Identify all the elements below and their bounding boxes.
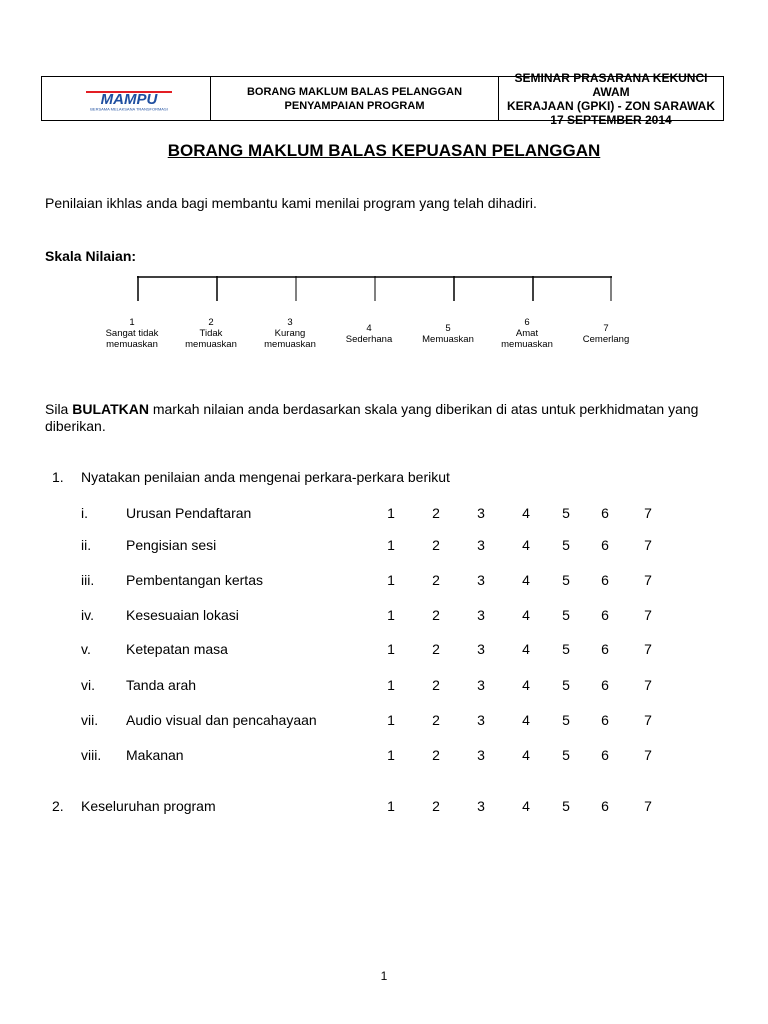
- rating-option[interactable]: 3: [477, 747, 485, 763]
- rating-item-row: [0, 505, 768, 523]
- rating-option[interactable]: 5: [562, 537, 570, 553]
- item-roman: vi.: [81, 677, 95, 693]
- rating-option[interactable]: 7: [644, 677, 652, 693]
- rating-option[interactable]: 2: [432, 798, 440, 814]
- rating-option[interactable]: 6: [601, 712, 609, 728]
- rating-option[interactable]: 4: [522, 677, 530, 693]
- rating-option[interactable]: 1: [387, 607, 395, 623]
- rating-option[interactable]: 7: [644, 572, 652, 588]
- rating-option[interactable]: 5: [562, 677, 570, 693]
- logo-text: MAMPU: [100, 91, 158, 108]
- item-label: Urusan Pendaftaran: [126, 505, 252, 521]
- rating-item-row: [0, 677, 768, 695]
- rating-option[interactable]: 3: [477, 505, 485, 521]
- rating-option[interactable]: 4: [522, 607, 530, 623]
- rating-option[interactable]: 1: [387, 537, 395, 553]
- rating-option[interactable]: 4: [522, 798, 530, 814]
- item-label: Ketepatan masa: [126, 641, 228, 657]
- scale-label-3: 3 Kurang memuaskan: [264, 317, 316, 350]
- rating-option[interactable]: 4: [522, 537, 530, 553]
- rating-option[interactable]: 4: [522, 572, 530, 588]
- rating-option[interactable]: 2: [432, 537, 440, 553]
- form-title-cell: [211, 77, 499, 120]
- rating-option[interactable]: 4: [522, 641, 530, 657]
- rating-option[interactable]: 6: [601, 505, 609, 521]
- rating-option[interactable]: 5: [562, 505, 570, 521]
- rating-option[interactable]: 2: [432, 747, 440, 763]
- rating-option[interactable]: 3: [477, 712, 485, 728]
- scale-label-7: 7 Cemerlang: [582, 323, 630, 345]
- rating-item-row: [0, 641, 768, 659]
- logo-cell: [42, 77, 211, 120]
- rating-option[interactable]: 7: [644, 641, 652, 657]
- item-label: Pembentangan kertas: [126, 572, 263, 588]
- item-roman: ii.: [81, 537, 92, 553]
- item-label: Kesesuaian lokasi: [126, 607, 239, 623]
- rating-option[interactable]: 7: [644, 747, 652, 763]
- rating-option[interactable]: 1: [387, 572, 395, 588]
- rating-option[interactable]: 7: [644, 798, 652, 814]
- rating-option[interactable]: 6: [601, 607, 609, 623]
- item-label: Tanda arah: [126, 677, 197, 693]
- item-roman: iii.: [81, 572, 95, 588]
- rating-option[interactable]: 6: [601, 747, 609, 763]
- rating-option[interactable]: 3: [477, 641, 485, 657]
- rating-option[interactable]: 1: [387, 798, 395, 814]
- question-2: [0, 798, 768, 816]
- rating-item-row: [0, 712, 768, 730]
- scale-label-1: 1 Sangat tidak memuaskan: [105, 317, 159, 350]
- question-2-number: 2.: [52, 798, 64, 814]
- item-label: Makanan: [126, 747, 184, 763]
- rating-option[interactable]: 1: [387, 641, 395, 657]
- rating-option[interactable]: 6: [601, 677, 609, 693]
- rating-option[interactable]: 7: [644, 505, 652, 521]
- form-title-line2: PENYAMPAIAN PROGRAM: [284, 99, 425, 112]
- event-line2: KERAJAAN (GPKI) - ZON SARAWAK: [506, 98, 715, 113]
- mampu-logo: [80, 86, 178, 112]
- rating-option[interactable]: 2: [432, 712, 440, 728]
- instruction-text: Sila BULATKAN markah nilaian anda berdasarkan skala yang diberikan di atas untuk perkhidmatan yang diberikan.: [45, 401, 699, 434]
- rating-option[interactable]: 5: [562, 607, 570, 623]
- rating-option[interactable]: 3: [477, 572, 485, 588]
- event-cell: [499, 70, 723, 127]
- rating-item-row: [0, 607, 768, 625]
- rating-option[interactable]: 7: [644, 537, 652, 553]
- scale-heading: Skala Nilaian:: [45, 248, 137, 264]
- page-number: 1: [380, 969, 388, 983]
- rating-item-row: [0, 537, 768, 555]
- rating-option[interactable]: 2: [432, 641, 440, 657]
- item-label: Audio visual dan pencahayaan: [126, 712, 317, 728]
- rating-option[interactable]: 6: [601, 572, 609, 588]
- rating-option[interactable]: 5: [562, 747, 570, 763]
- scale-label-4: 4 Sederhana: [345, 323, 393, 345]
- rating-option[interactable]: 2: [432, 572, 440, 588]
- rating-option[interactable]: 2: [432, 505, 440, 521]
- item-roman: iv.: [81, 607, 94, 623]
- header-table: [41, 70, 724, 127]
- rating-option[interactable]: 6: [601, 798, 609, 814]
- rating-option[interactable]: 3: [477, 607, 485, 623]
- item-label: Pengisian sesi: [126, 537, 217, 553]
- event-line1: SEMINAR PRASARANA KEKUNCI AWAM: [514, 70, 708, 99]
- rating-option[interactable]: 7: [644, 712, 652, 728]
- rating-option[interactable]: 5: [562, 641, 570, 657]
- rating-option[interactable]: 5: [562, 798, 570, 814]
- scale-ruler: [0, 270, 768, 306]
- scale-label-6: 6 Amat memuaskan: [501, 317, 553, 350]
- rating-option[interactable]: 6: [601, 641, 609, 657]
- question-2-text: Keseluruhan program: [81, 798, 216, 814]
- scale-label-5: 5 Memuaskan: [422, 323, 474, 345]
- rating-option[interactable]: 1: [387, 712, 395, 728]
- rating-option[interactable]: 7: [644, 607, 652, 623]
- logo-tagline: BERSAMA MELAKSANA TRANSFORMASI: [90, 106, 168, 112]
- rating-option[interactable]: 4: [522, 712, 530, 728]
- rating-option[interactable]: 1: [387, 747, 395, 763]
- rating-option[interactable]: 3: [477, 677, 485, 693]
- form-title-line1: BORANG MAKLUM BALAS PELANGGAN: [246, 85, 463, 98]
- rating-option[interactable]: 6: [601, 537, 609, 553]
- rating-option[interactable]: 1: [387, 505, 395, 521]
- page-title: BORANG MAKLUM BALAS KEPUASAN PELANGGAN: [167, 141, 601, 160]
- rating-option[interactable]: 4: [522, 747, 530, 763]
- question-1: [0, 469, 768, 487]
- question-1-number: 1.: [52, 469, 64, 485]
- rating-option[interactable]: 5: [562, 572, 570, 588]
- rating-item-row: [0, 572, 768, 590]
- item-roman: i.: [81, 505, 88, 521]
- rating-option[interactable]: 3: [477, 537, 485, 553]
- rating-option[interactable]: 2: [432, 607, 440, 623]
- rating-option[interactable]: 1: [387, 677, 395, 693]
- event-line3: 17 SEPTEMBER 2014: [550, 112, 672, 127]
- item-roman: vii.: [81, 712, 99, 728]
- intro-text: Penilaian ikhlas anda bagi membantu kami menilai program yang telah dihadiri.: [45, 195, 537, 211]
- rating-option[interactable]: 3: [477, 798, 485, 814]
- rating-option[interactable]: 5: [562, 712, 570, 728]
- scale-label-2: 2 Tidak memuaskan: [185, 317, 237, 350]
- item-roman: viii.: [81, 747, 102, 763]
- question-1-text: Nyatakan penilaian anda mengenai perkara-perkara berikut: [81, 469, 450, 485]
- item-roman: v.: [81, 641, 91, 657]
- rating-option[interactable]: 2: [432, 677, 440, 693]
- rating-option[interactable]: 4: [522, 505, 530, 521]
- rating-item-row: [0, 747, 768, 765]
